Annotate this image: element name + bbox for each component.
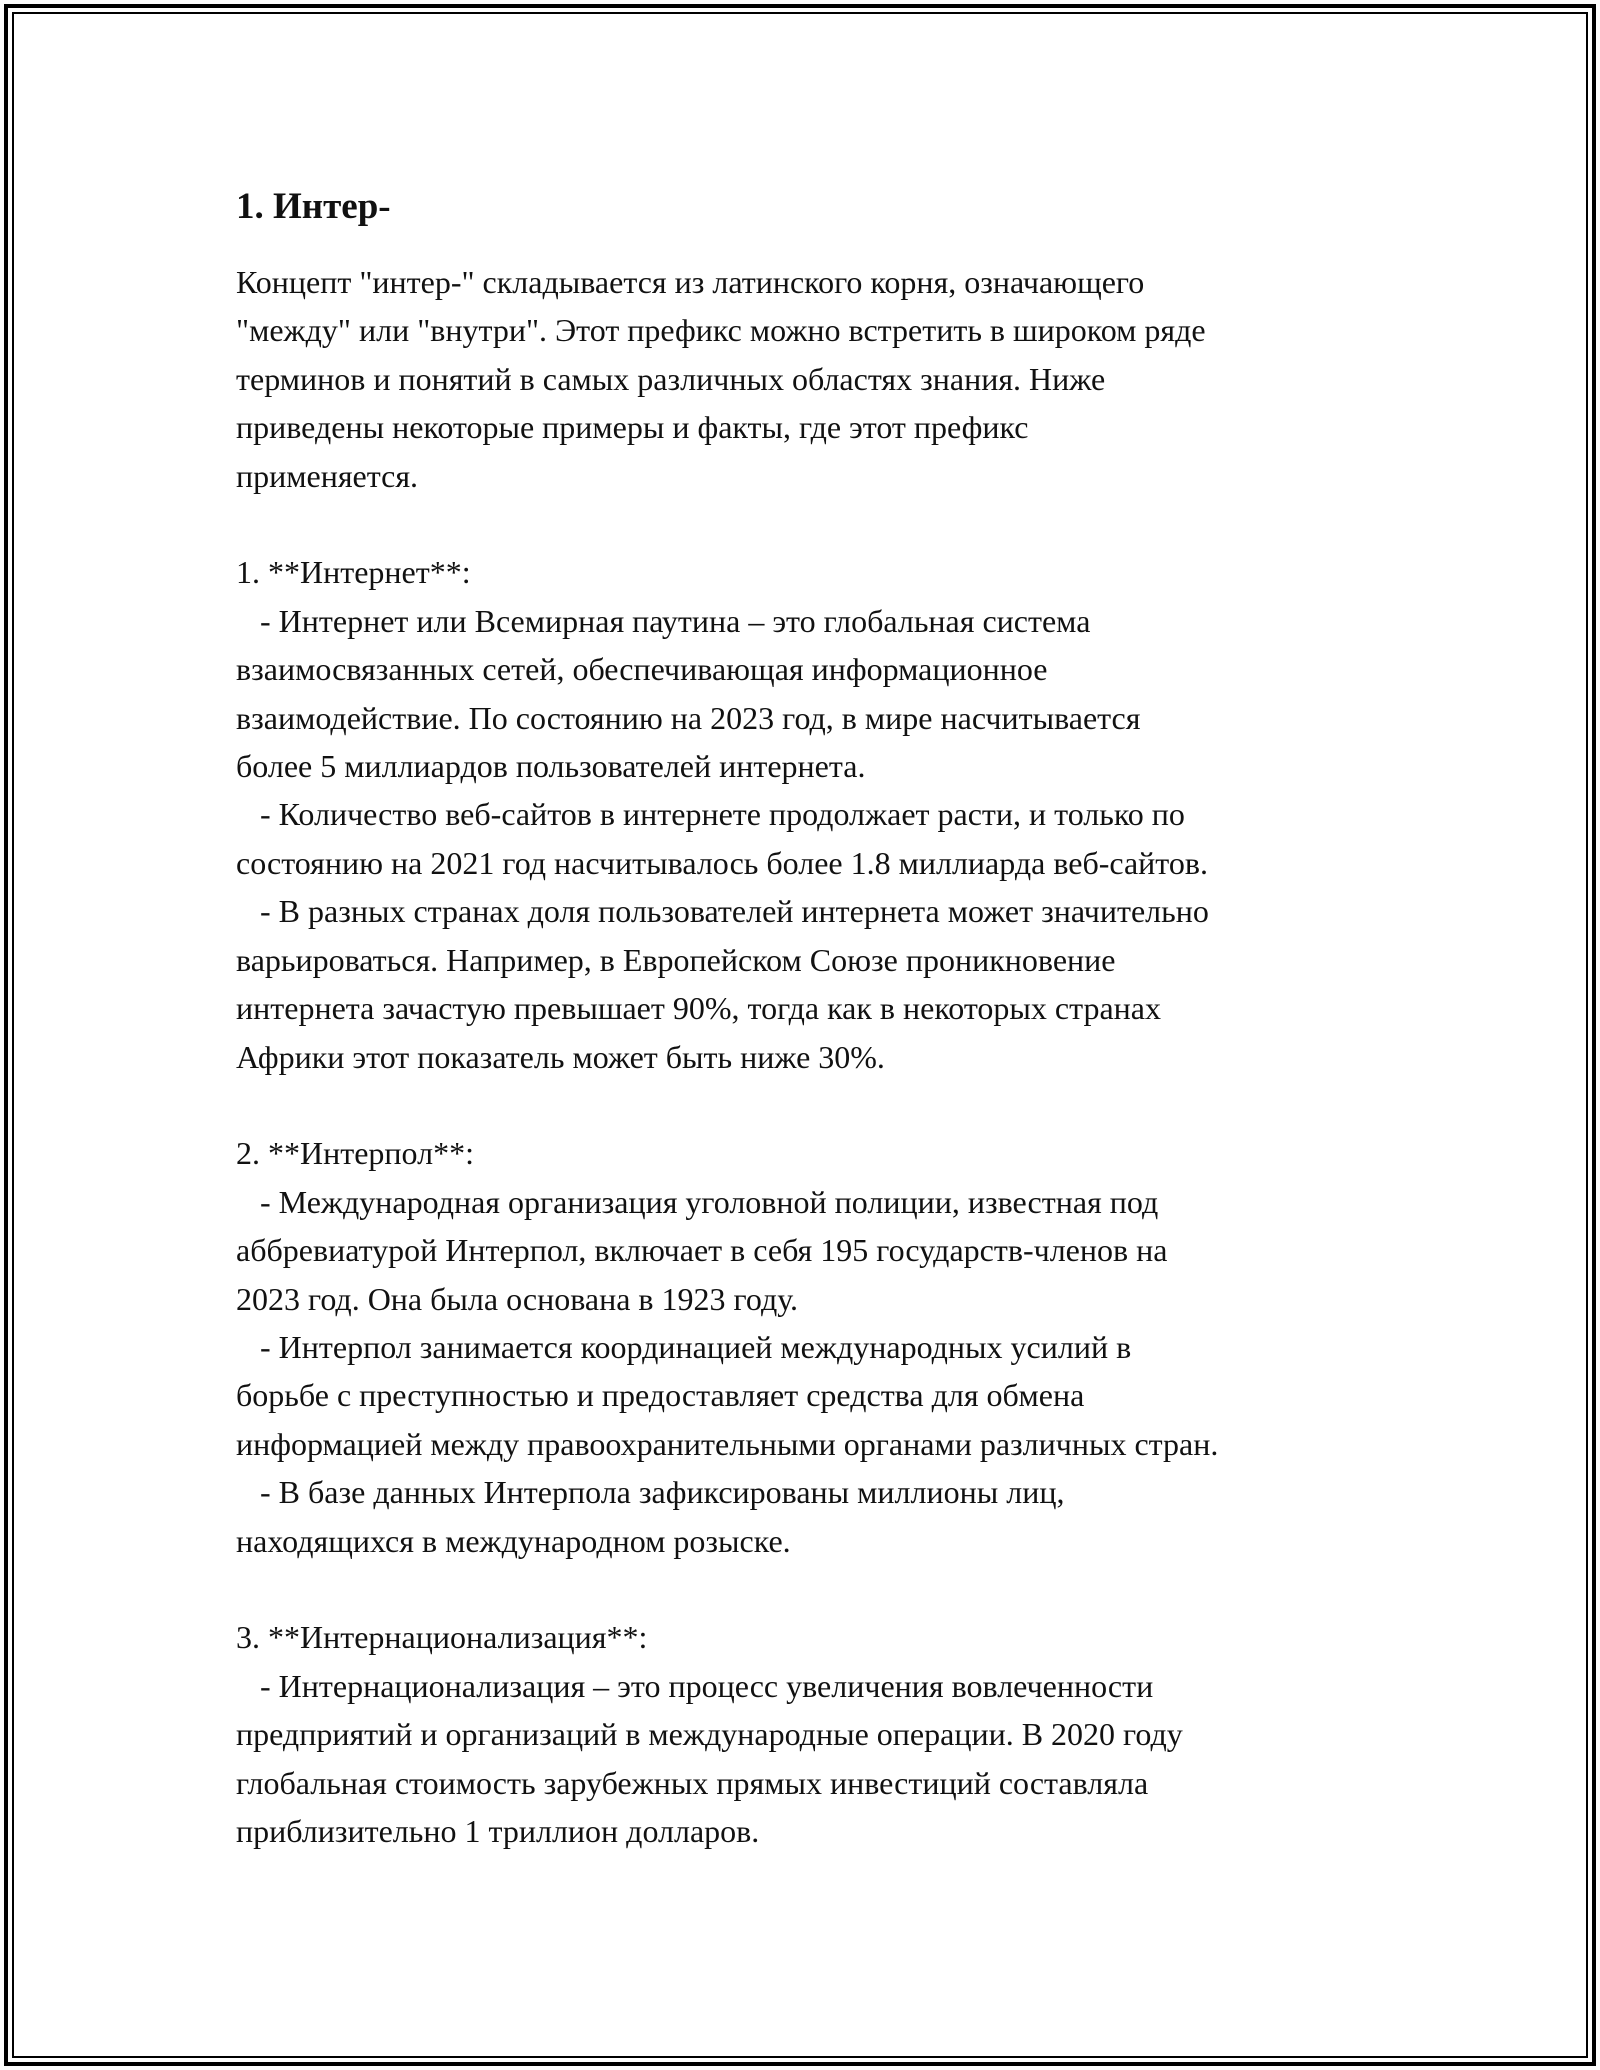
document-body-text: Концепт "интер-" складывается из латинского корня, означающего "между" или "внутри". Этот префикс можно встретить в широком ряде терминов и понятий в самых различных областях знания. Ниже приведены некоторые примеры и факты, где этот префикс применяется. 1. **Интернет**: - Интернет или Всемирная паутина – это глобальная система взаимосвязанных сетей, обеспечивающая информационное взаимодействие. По состоянию на 2023 год, в мире насчитывается более 5 миллиардов пользователей интернета. - Количество веб-сайтов в интернете продолжает расти, и только по состоянию на 2021 год насчитывалось более 1.8 миллиарда веб-сайтов. - В разных странах доля пользователей интернета может значительно варьироваться. Например, в Европейском Союзе проникновение интернета зачастую превышает 90%, тогда как в некоторых странах Африки этот показатель может быть ниже 30%. 2. **Интерпол**: - Международная организация уголовной полиции, известная под аббревиатурой Интерпол, включает в себя 195 государств-членов на 2023 год. Она была основана в 1923 году. - Интерпол занимается координацией международных усилий в борьбе с преступностью и предоставляет средства для обмена информацией между правоохранительными органами различных стран. - В базе данных Интерпола зафиксированы миллионы лиц, находящихся в международном розыске. 3. **Интернационализация**: - Интернационализация – это процесс увеличения вовлеченности предприятий и организаций в международные операции. В 2020 году глобальная стоимость зарубежных прямых инвестиций составляла приблизительно 1 триллион долларов.	[236, 264, 1219, 1849]
section-heading: 1. Интер-	[236, 186, 391, 227]
document-page	[236, 185, 1376, 1855]
